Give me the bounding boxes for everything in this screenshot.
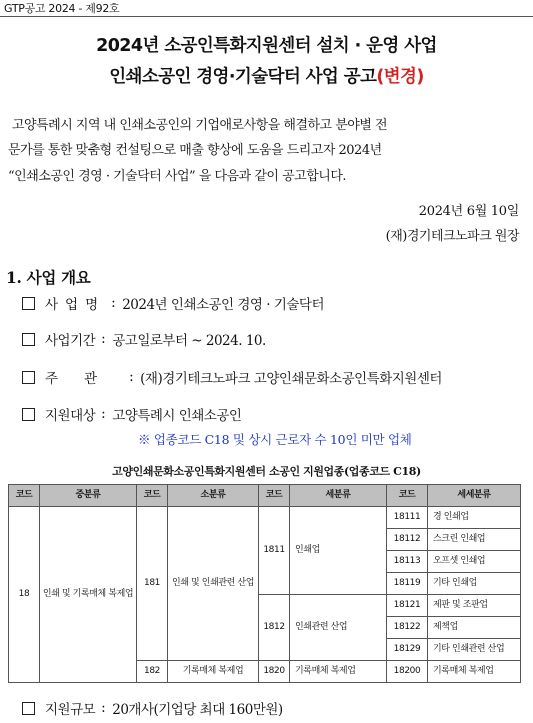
header-cell: 코드 [259, 485, 290, 507]
item-value: 고양특례시 인쇄소공인 [112, 408, 242, 424]
detail-name-cell: 스크린 인쇄업 [428, 529, 521, 551]
sub-name-cell: 기록매체 복제업 [290, 661, 387, 683]
mid-name-cell: 인쇄 및 기록매체 복제업 [40, 507, 137, 683]
changed-badge: (변경) [376, 67, 424, 87]
checkbox-square-icon [22, 371, 35, 384]
item-value: 2024년 인쇄소공인 경영 · 기술닥터 [122, 297, 324, 313]
sub-name-cell: 인쇄업 [290, 507, 387, 595]
sub-name-cell: 인쇄관련 산업 [290, 595, 387, 661]
small-code-cell: 182 [137, 661, 168, 683]
title-text: 인쇄소공인 경영·기술닥터 사업 공고 [109, 67, 377, 87]
detail-code-cell: 18111 [387, 507, 428, 529]
item-label: 주관 [45, 371, 124, 387]
table-row [9, 507, 521, 529]
section-heading: 1. 사업 개요 [6, 268, 91, 287]
checkbox-square-icon [22, 702, 35, 715]
title-line-1: 2024년 소공인특화지원센터 설치 · 운영 사업 [96, 36, 437, 56]
item-value: 공고일로부터 ~ 2024. 10. [112, 333, 266, 349]
detail-name-cell: 경 인쇄업 [428, 507, 521, 529]
detail-name-cell: 기타 인쇄업 [428, 573, 521, 595]
detail-code-cell: 18129 [387, 639, 428, 661]
item-value: 20개사(기업당 최대 160만원) [112, 702, 283, 718]
table-caption: 고양인쇄문화소공인특화지원센터 소공인 지원업종(업종코드 C18) [112, 465, 421, 478]
detail-name-cell: 기록매체 복제업 [428, 661, 521, 683]
item-separator: : [101, 331, 106, 347]
mid-code-cell: 18 [9, 507, 40, 683]
detail-code-cell: 18122 [387, 617, 428, 639]
overview-item-period [22, 329, 266, 349]
sub-code-cell: 1811 [259, 507, 290, 595]
item-separator: : [101, 406, 106, 422]
eligibility-note: ※ 업종코드 C18 및 상시 근로자 수 10인 미만 업체 [138, 432, 412, 447]
header-cell: 세분류 [290, 485, 387, 507]
intro-line-2: 문가를 통한 맞춤형 컨설팅으로 매출 향상에 도움을 드리고자 2024년 [8, 143, 382, 158]
small-code-cell: 181 [137, 507, 168, 661]
overview-item-scale [22, 698, 283, 718]
intro-line-3: “인쇄소공인 경영 · 기술닥터 사업” 을 다음과 같이 공고합니다. [8, 169, 347, 184]
small-name-cell: 인쇄 및 인쇄관련 산업 [168, 507, 259, 661]
industry-code-table [8, 484, 521, 683]
header-cell: 중분류 [40, 485, 137, 507]
detail-code-cell: 18113 [387, 551, 428, 573]
document-number: GTP공고 2024 - 제92호 [4, 2, 120, 15]
item-label: 지원규모 [45, 702, 96, 718]
detail-name-cell: 기타 인쇄관련 산업 [428, 639, 521, 661]
checkbox-square-icon [22, 333, 35, 346]
overview-item-project-name [22, 293, 324, 313]
header-cell: 소분류 [168, 485, 259, 507]
header-cell: 코드 [387, 485, 428, 507]
item-separator: : [101, 700, 106, 716]
item-label: 사업기간 [45, 333, 96, 349]
overview-item-organizer [22, 367, 442, 387]
header-cell: 세세분류 [428, 485, 521, 507]
item-label: 사업명 [45, 297, 106, 313]
detail-name-cell: 제판 및 조판업 [428, 595, 521, 617]
table-header-row [9, 485, 521, 507]
checkbox-square-icon [22, 408, 35, 421]
overview-item-target [22, 404, 241, 424]
detail-code-cell: 18119 [387, 573, 428, 595]
issuing-organization: (재)경기테크노파크 원장 [385, 229, 519, 244]
header-cell: 코드 [9, 485, 40, 507]
detail-name-cell: 제책업 [428, 617, 521, 639]
header-cell: 코드 [137, 485, 168, 507]
sub-code-cell: 1812 [259, 595, 290, 661]
item-value: (재)경기테크노파크 고양인쇄문화소공인특화지원센터 [140, 371, 442, 387]
title-line-2 [0, 63, 533, 88]
detail-name-cell: 오프셋 인쇄업 [428, 551, 521, 573]
detail-code-cell: 18200 [387, 661, 428, 683]
sub-code-cell: 1820 [259, 661, 290, 683]
item-separator: : [111, 295, 116, 311]
checkbox-square-icon [22, 297, 35, 310]
intro-line-1: 고양특례시 지역 내 인쇄소공인의 기업애로사항을 해결하고 분야별 전 [12, 118, 388, 133]
item-label: 지원대상 [45, 408, 96, 424]
small-name-cell: 기록매체 복제업 [168, 661, 259, 683]
header-divider [0, 16, 533, 17]
announcement-date: 2024년 6월 10일 [418, 204, 519, 219]
item-separator: : [129, 369, 134, 385]
detail-code-cell: 18121 [387, 595, 428, 617]
detail-code-cell: 18112 [387, 529, 428, 551]
